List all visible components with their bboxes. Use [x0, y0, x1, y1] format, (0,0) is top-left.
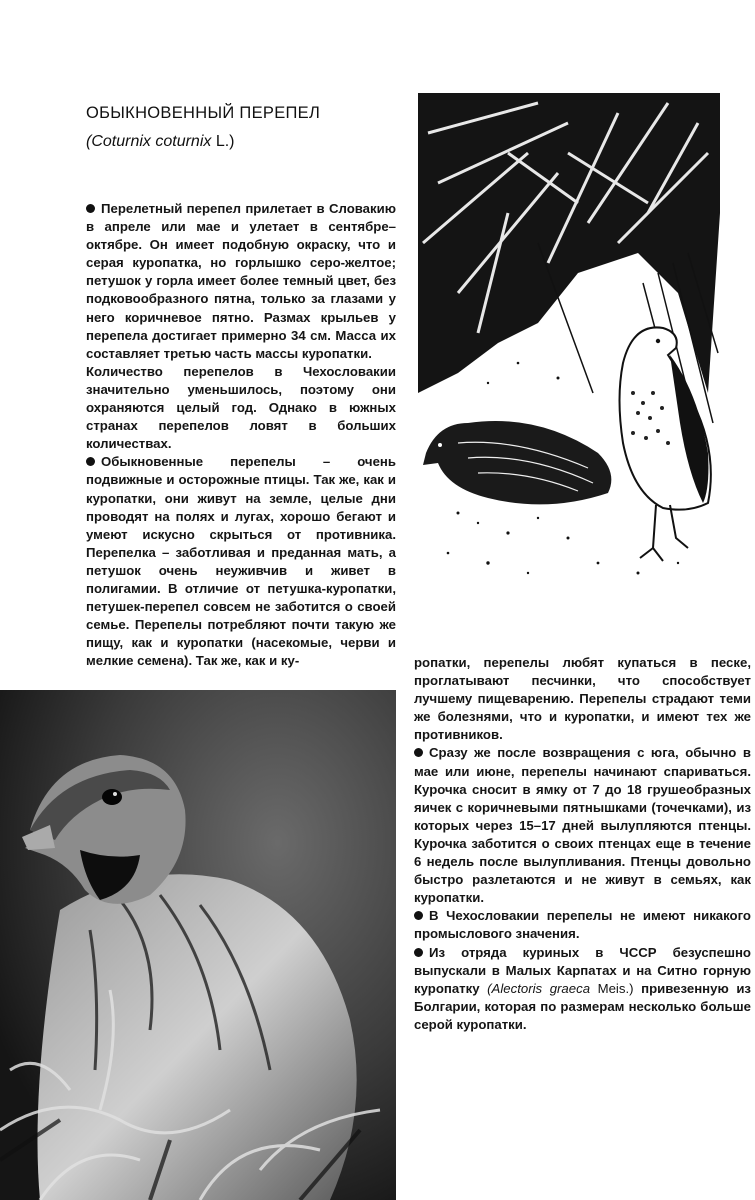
- paragraph: В Чехословакии перепелы не имеют никакого промыслового значения.: [414, 907, 751, 943]
- quail-drawing-svg: [418, 93, 720, 593]
- right-column: [414, 654, 751, 1034]
- paragraph: Количество перепелов в Чехословакии значительно уменьшилось, поэтому они охраняются целый год. Однако в южных странах перепелов ловят в больших количествах.: [86, 363, 396, 452]
- paragraph: Перелетный перепел прилетает в Словакию в апреле или мае и улетает в сентябре–октябре. Он имеет подобную окраску, что и серая куропатка, но горлышко серо-желтое; петушок у горла имеет более темный цвет, без подковообразного пятна, только за глазами у него коричневое пятно. Размах крыльев у перепела достигает примерно 34 см. Масса их составляет третью часть массы куропатки.: [86, 200, 396, 363]
- paragraph: Сразу же после возвращения с юга, обычно в мае или июне, перепелы начинают спариваться. Курочка сносит в ямку от 7 до 18 грушеобразных яичек с коричневыми пятнышками (точечками), из которых через 15–17 дней вылупляются птенцы. Курочка заботится о своих птенцах еще в течение 6 недель после вылупливания. Птенцы довольно быстро разлетаются и не живут в семьях, как куропатки.: [414, 744, 751, 907]
- species-name-bold: горную куропатку: [414, 962, 751, 996]
- quail-photograph: [0, 690, 396, 1200]
- quail-illustration: [418, 93, 720, 593]
- article-title: ОБЫКНОВЕННЫЙ ПЕРЕПЕЛ: [86, 104, 321, 123]
- latin-author: L.): [215, 133, 235, 150]
- latin-binomial: (Coturnix coturnix: [86, 133, 212, 150]
- paragraph: Обыкновенные перепелы – очень подвижные и осторожные птицы. Так же, как и куропатки, они живут на земле, целые дни проводят на полях и лугах, хорошо бегают и умеют искусно скрыться от противника. Перепелка – заботливая и преданная мать, а петушок очень неуживчив и живет в полигамии. В отличие от петушка-куропатки, петушек-перепел совсем не заботится о своей семье. Перепелы потребляют почти такую же пищу, как и куропатки (насекомые, черви и мелкие семена). Так же, как и ку-: [86, 453, 396, 670]
- paragraph: [414, 944, 751, 1034]
- quail-photo-svg: [0, 690, 396, 1200]
- paragraph-text: Из отряда куриных в ЧССР безуспешно выпускали в Малых Карпатах и на Ситно: [414, 944, 751, 978]
- species-author: Meis.): [590, 980, 634, 996]
- paragraph: ропатки, перепелы любят купаться в песке, проглатывают песчинки, что способствует лучшему пищеварению. Перепелы страдают теми же болезнями, что и куропатки, и имеют тех же противников.: [414, 655, 751, 743]
- latin-name: [86, 133, 235, 151]
- species-latin: (Alectoris graeca: [479, 980, 591, 996]
- paragraph-text: привезенную из Болгарии, которая по размерам несколько больше серой куропатки.: [414, 980, 751, 1032]
- left-column: [86, 200, 396, 670]
